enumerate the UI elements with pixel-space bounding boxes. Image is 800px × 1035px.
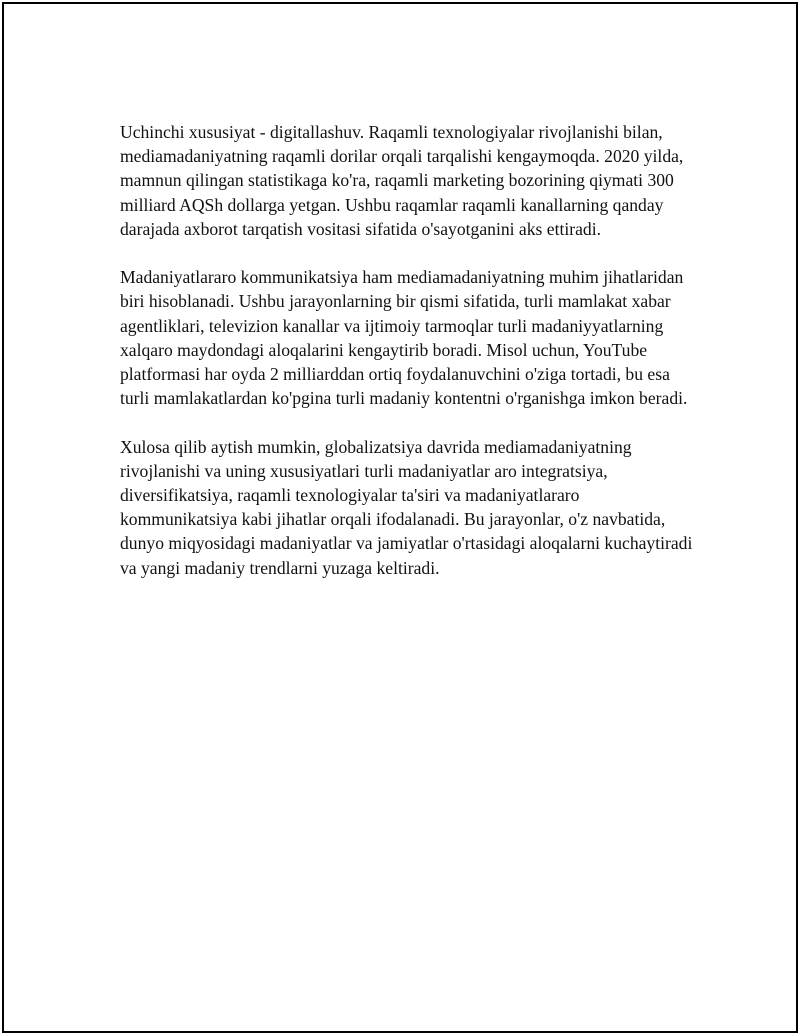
paragraph-intercultural-communication: Madaniyatlararo kommunikatsiya ham mediamadaniyatning muhim jihatlaridan biri hisoblanadi. Ushbu jarayonlarning bir qismi sifatida, turli mamlakat xabar agentliklari, televizion kanallar va ijtimoiy tarmoqlar turli madaniyyatlarning xalqaro maydondagi aloqalarini kengaytirib boradi. Misol uchun, YouTube platformasi har oyda 2 milliarddan ortiq foydalanuvchini o'ziga tortadi, bu esa turli mamlakatlardan ko'pgina turli madaniy kontentni o'rganishga imkon beradi. <box>120 267 688 409</box>
document-body <box>120 120 700 604</box>
document-page <box>2 2 798 1033</box>
paragraph-digitalization: Uchinchi xususiyat - digitallashuv. Raqamli texnologiyalar rivojlanishi bilan, mediamadaniyatning raqamli dorilar orqali tarqalishi kengaymoqda. 2020 yilda, mamnun qilingan statistikaga ko'ra, raqamli marketing bozorining qiymati 300 milliard AQSh dollarga yetgan. Ushbu raqamlar raqamli kanallarning qanday darajada axborot tarqatish vositasi sifatida o'sayotganini aks ettiradi. <box>120 122 684 239</box>
paragraph-conclusion: Xulosa qilib aytish mumkin, globalizatsiya davrida mediamadaniyatning rivojlanishi va uning xususiyatlari turli madaniyatlar aro integratsiya, diversifikatsiya, raqamli texnologiyalar ta'siri va madaniyatlararo kommunikatsiya kabi jihatlar orqali ifodalanadi. Bu jarayonlar, o'z navbatida, dunyo miqyosidagi madaniyatlar va jamiyatlar o'rtasidagi aloqalarni kuchaytiradi va yangi madaniy trendlarni yuzaga keltiradi. <box>120 436 693 578</box>
